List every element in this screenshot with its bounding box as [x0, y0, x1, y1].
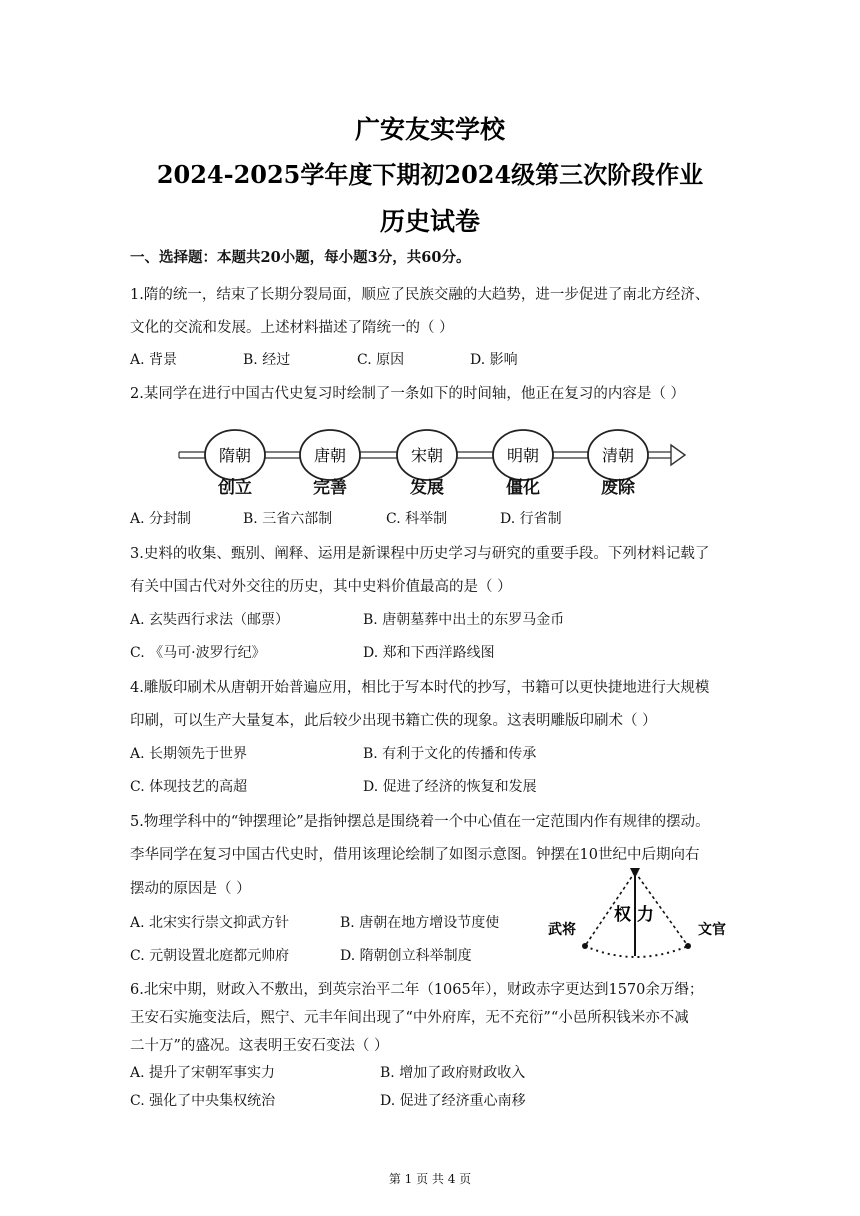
dynasty-label: 唐朝 [313, 446, 347, 465]
q2-option-b: B. 三省六部制 [243, 511, 333, 527]
q4-stem-line2: 印刷，可以生产大量复本，此后较少出现书籍亡佚的现象。这表明雕版印刷术（ ） [130, 713, 657, 729]
q4-option-b: B. 有利于文化的传播和传承 [363, 746, 537, 762]
q6-stem-line2: 王安石实施变法后，熙宁、元丰年间出现了“中外府库，无不充衍”“小邑所积钱米亦不减 [130, 1010, 689, 1026]
school-title: 广安友实学校 [354, 115, 505, 144]
pendulum-diagram [540, 868, 740, 968]
q3-stem-line2: 有关中国古代对外交往的历史，其中史料价值最高的是（ ） [130, 579, 512, 595]
pendulum-left-label: 武将 [548, 922, 576, 938]
q1-option-a: A. 背景 [130, 352, 178, 368]
stage-label: 发展 [410, 478, 444, 498]
q2-stem-line1: 2.某同学在进行中国古代史复习时绘制了一条如下的时间轴，他正在复习的内容是（ ） [130, 386, 685, 402]
q5-stem-line2: 李华同学在复习中国古代史时，借用该理论绘制了如图示意图。钟摆在10世纪中后期向右 [130, 847, 700, 863]
q3-option-b: B. 唐朝墓葬中出土的东罗马金币 [363, 612, 565, 628]
timeline-arrow-icon [671, 445, 685, 465]
q6-option-b: B. 增加了政府财政收入 [380, 1065, 526, 1081]
q3-option-d: D. 郑和下西洋路线图 [363, 645, 495, 661]
q4-option-a: A. 长期领先于世界 [130, 746, 248, 762]
q5-option-b: B. 唐朝在地方增设节度使 [340, 915, 500, 931]
q4-stem-line1: 4.雕版印刷术从唐朝开始普遍应用，相比于写本时代的抄写，书籍可以更快捷地进行大规模 [130, 680, 710, 696]
q2-option-c: C. 科举制 [386, 511, 448, 527]
stage-label: 完善 [313, 478, 347, 498]
q6-stem-line1: 6.北宋中期，财政入不敷出，到英宗治平二年（1065年），财政赤字更达到1570余万缗； [130, 982, 704, 998]
subject-title: 历史试卷 [379, 207, 480, 236]
q5-stem-line1: 5.物理学科中的“钟摆理论”是指钟摆总是围绕着一个中心值在一定范围内作有规律的摆动。 [130, 814, 710, 830]
q6-option-d: D. 促进了经济重心南移 [380, 1093, 526, 1109]
q1-stem-line2: 文化的交流和发展。上述材料描述了隋统一的（ ） [130, 320, 454, 336]
page-footer: 第 1 页 共 4 页 [388, 1172, 472, 1186]
exam-term-title: 2024-2025学年度下期初2024级第三次阶段作业 [156, 160, 704, 189]
q1-stem-line1: 1.隋的统一，结束了长期分裂局面，顺应了民族交融的大趋势，进一步促进了南北方经济、 [130, 287, 710, 303]
q6-option-a: A. 提升了宋朝军事实力 [130, 1065, 276, 1081]
q3-option-c: C. 《马可·波罗行纪》 [130, 645, 266, 661]
q3-option-a: A. 玄奘西行求法（邮票） [130, 612, 290, 628]
dynasty-label: 宋朝 [410, 446, 444, 465]
q5-option-c: C. 元朝设置北庭都元帅府 [130, 948, 290, 964]
q6-stem-line3: 二十万”的盛况。这表明王安石变法（ ） [130, 1038, 389, 1054]
q3-stem-line1: 3.史料的收集、甄别、阐释、运用是新课程中历史学习与研究的重要手段。下列材料记载了 [130, 546, 710, 562]
q4-option-d: D. 促进了经济的恢复和发展 [363, 779, 537, 795]
stage-label: 废除 [601, 478, 635, 498]
q5-option-a: A. 北宋实行崇文抑武方针 [130, 915, 290, 931]
q1-option-d: D. 影响 [470, 352, 518, 368]
pendulum-right-label: 文官 [698, 922, 726, 938]
q2-option-d: D. 行省制 [500, 511, 562, 527]
q2-option-a: A. 分封制 [130, 511, 192, 527]
section-heading: 一、选择题：本题共20小题，每小题3分，共60分。 [130, 249, 471, 266]
q4-option-c: C. 体现技艺的高超 [130, 779, 248, 795]
stage-label: 僵化 [506, 478, 540, 498]
dynasty-label: 明朝 [506, 446, 540, 465]
stage-label: 创立 [218, 478, 252, 498]
pendulum-arc [585, 946, 688, 957]
q5-stem-line3: 摆动的原因是（ ） [130, 881, 251, 897]
q6-option-c: C. 强化了中央集权统治 [130, 1093, 276, 1109]
pendulum-center-label: 权 力 [614, 905, 654, 925]
dynasty-label: 隋朝 [218, 446, 252, 465]
q1-option-b: B. 经过 [243, 352, 291, 368]
q1-option-c: C. 原因 [357, 352, 405, 368]
dynasty-label: 清朝 [601, 446, 635, 465]
q5-option-d: D. 隋朝创立科举制度 [340, 948, 472, 964]
